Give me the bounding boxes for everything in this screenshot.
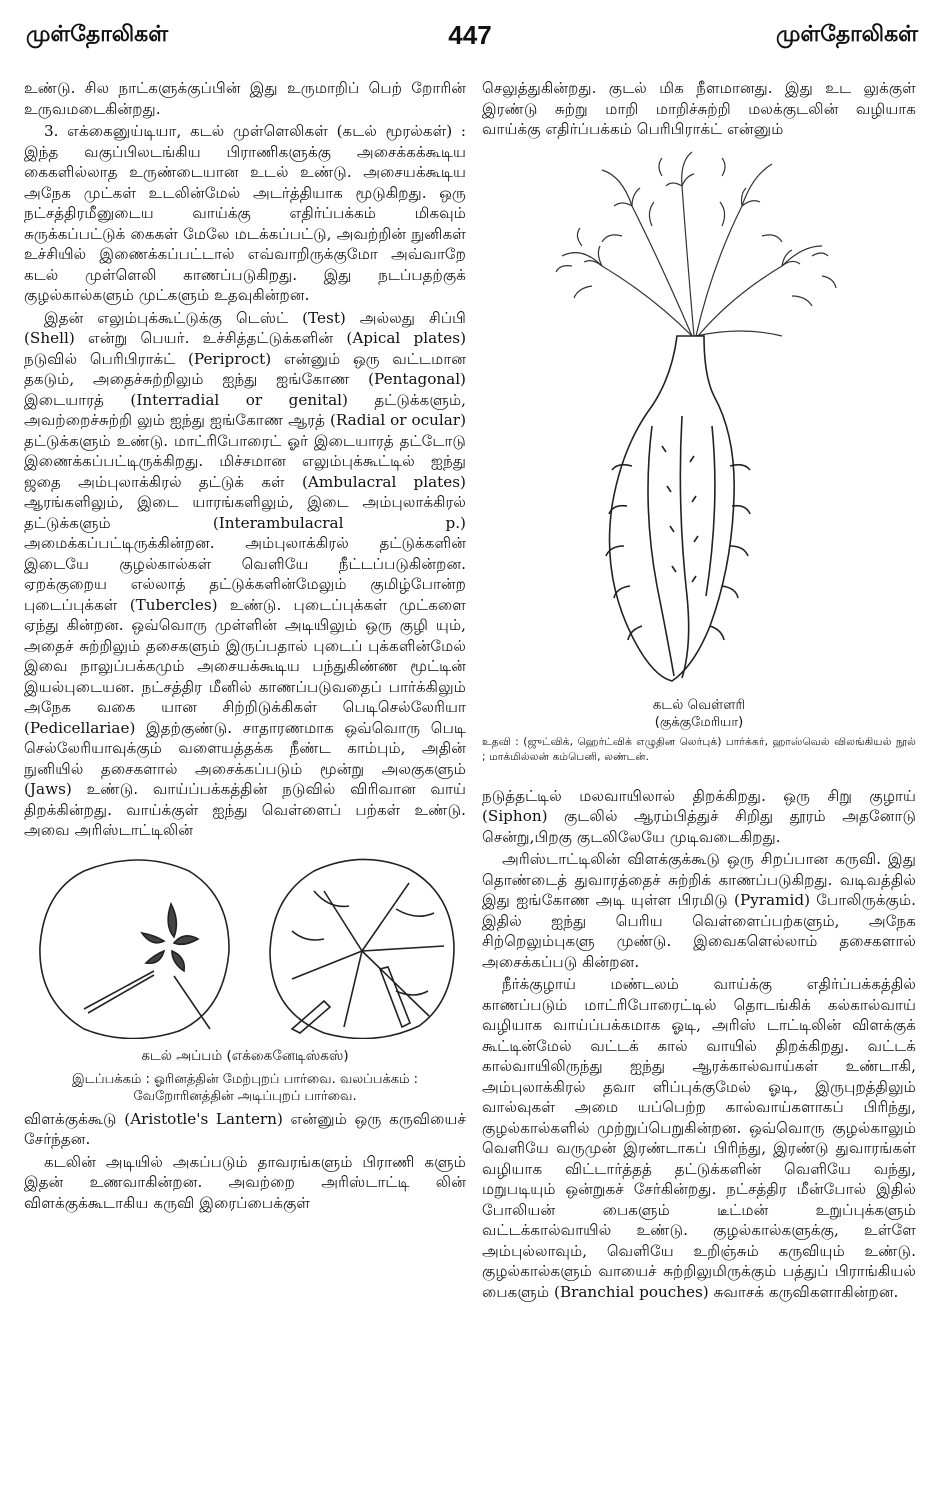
sea-cucumber-body	[606, 336, 750, 681]
left-paragraph-after-2: கடலின் அடியில் அகப்படும் தாவரங்களும் பிராணி களும் இதன் உணவாகின்றன. அவற்றை அரிஸ்டாட்டி லின் விளக்குக்கூடாகிய கருவி இரைப்பைக்குள்	[24, 1152, 466, 1212]
left-paragraph-3: இதன் எலும்புக்கூட்டுக்கு டெஸ்ட் (Test) அல்லது சிப்பி (Shell) என்று பெயர். உச்சித்தட்டுக்களின் (Apical plates) நடுவில் பெரிபிராக்ட் (Periproct) என்னும் ஒரு வட்டமான தகடும், அதைச்சுற்றிலும் ஐந்து ஐங்கோண (Pentagonal) இடையாரத் (Interradial or genital) தட்டுக்களும், அவற்றைச்சுற்றி லும் ஐந்து ஐங்கோண ஆரத் (Radial or ocular) தட்டுக்களும் உண்டு. மாட்ரிபோரைட் ஓர் இடையாரத் தட்டோடு இணைக்கப்பட்டிருக்கிறது. மிச்சமான எலும்புக்கூட்டில் ஐந்து ஜதை அம்புலாக்கிரல் தட்டுக் கள் (Ambulacral plates) ஆரங்களிலும், இடை யாரங்களிலும், இடை அம்புலாக்கிரல் தட்டுக்களும் (Interambulacral p.) அமைக்கப்பட்டிருக்கின்றன. அம்புலாக்கிரல் தட்டுக்களின் இடையே குழல்கால்கள் வெளியே நீட்டப்படுகின்றன. ஏறக்குறைய எல்லாத் தட்டுக்களின்மேலும் குமிழ்போன்ற புடைப்புக்கள் (Tubercles) உண்டு. புடைப்புக்கள் முட்களை ஏந்து கின்றன. ஒவ்வொரு முள்ளின் அடியிலும் ஒரு குழி யும், அதைச் சுற்றிலும் தசைகளும் இருப்பதால் புடைப் புக்களின்மேல் இவை நாலுப்பக்கமும் அசையக்கூடிய பந்துகிண்ண மூட்டின் இயல்புடையன. நட்சத்திர மீனில் காணப்படுவதைப் பார்க்கிலும் அநேக வகை யான சிற்றிடுக்கிகள் பெடிசெல்லேரியா (Pedicellariae) இதற்குண்டு. சாதாரணமாக ஒவ்வொரு பெடி செல்லேரியாவுக்கும் வளையத்தக்க நீண்ட காம்பும், அதின் நுனியில் தசைகளால் அசைக்கப்படும் மூன்று அலகுகளும் (Jaws) உண்டு. வாய்ப்பக்கத்தின் நடுவில் விரிவான வாய் திறக்கின்றது. வாய்க்குள் ஐந்து வெள்ளைப் பற்கள் உண்டு. அவை அரிஸ்டாட்டிலின்	[24, 308, 466, 839]
sea-cucumber-caption: கடல் வெள்ளரி	[652, 696, 746, 713]
sea-cucumber-tentacles	[556, 152, 836, 336]
sea-cucumber-figure	[482, 146, 916, 776]
left-paragraph-1: உண்டு. சில நாட்களுக்குப்பின் இது உருமாறிப் பெற் றோரின் உருவமடைகின்றது.	[24, 79, 466, 118]
left-column	[24, 78, 466, 1215]
page-number: 447	[448, 20, 492, 50]
sea-cucumber-sub-caption: (குக்குமேரியா)	[654, 714, 744, 730]
sea-cucumber-credit: உதவி : (ஜுட்விக், ஹெர்ட்விக் எழுதின லெர்புக்) பார்க்கர், ஹாஸ்வெல் விலங்கியல் நூல் ; மாக்மில்லன் கம்பெனி, லண்டன்.	[482, 735, 916, 763]
running-head-right: முள்தோலிகள்	[775, 22, 918, 47]
running-head-left: முள்தோலிகள்	[26, 22, 169, 47]
sea-cucumber-illustration	[482, 146, 916, 686]
right-column	[482, 78, 916, 1304]
sand-dollar-top-view	[40, 860, 229, 1039]
right-paragraph-after-3: நீர்க்குழாய் மண்டலம் வாய்க்கு எதிர்ப்பக்கத்தில் காணப்படும் மாட்ரிபோரைட்டில் தொடங்கிக் கல்கால்வாய் வழியாக வாய்ப்பக்கமாக ஓடி, அரிஸ் டாட்டிலின் விளக்குக் கூட்டின்மேல் வட்டக் கால் வாயில் திறக்கிறது. வட்டக் கால்வாயிலிருந்து ஐந்து ஆரக்கால்வாய்கள் உண்டாகி, அம்புலாக்கிரல் தவா ளிப்புக்குமேல் ஓடி, இருபுறத்திலும் வால்வுகள் அமை யப்பெற்ற கால்வாய்களாகப் பிரிந்து, குழல்கால்களில் முற்றுப்பெறுகின்றன. ஒவ்வொரு குழல்காலும் வெளியே வருமுன் இரண்டாகப் பிரிந்து, இரண்டு துவாரங்கள் வழியாக விட்டார்த்தத் தட்டுக்களின் வெளியே வந்து, மறுபடியும் ஒன்றுகச் சேர்கின்றது. நட்சத்திர மீன்போல் இதில் போலியன் பைகளும் டீட்மன் உறுப்புக்களும் வட்டக்கால்வாயில் உண்டு. குழல்கால்களுக்கு, உள்ளே அம்புல்லாவும், வெளியே உறிஞ்சும் கருவியும் உண்டு. குழல்கால்களும் வாயைச் சுற்றிலுமிருக்கும் பத்துப் பிராங்கியல் பைகளும் (Branchial pouches) சுவாசக் கருவிகளாகின்றன.	[482, 975, 916, 1301]
left-paragraph-after-1: விளக்குக்கூடு (Aristotle's Lantern) என்னும் ஒரு கருவியைச் சேர்ந்தன.	[24, 1109, 466, 1148]
right-paragraph-after-1: நடுத்தட்டில் மலவாயிலால் திறக்கிறது. ஒரு சிறு குழாய் (Siphon) குடலில் ஆரம்பித்துச் சிறிது தூரம் அதனோடு சென்று,பிறகு குடலிலேயே முடிவடைகிறது.	[482, 786, 916, 846]
sand-dollar-sub-caption: இடப்பக்கம் : ஓரினத்தின் மேற்புறப் பார்வை. வலப்பக்கம் : வேறோரினத்தின் அடிப்புறப் பார்வை.	[71, 1071, 419, 1104]
right-paragraph-after-2: அரிஸ்டாட்டிலின் விளக்குக்கூடு ஒரு சிறப்பான கருவி. இது தொண்டைத் துவாரத்தைச் சுற்றிக் காணப்படுகிறது. வடிவத்தில் இது ஐங்கோண அடி யுள்ள பிரமிடு (Pyramid) போலிருக்கும். இதில் ஐந்து பெரிய வெள்ளைப்பற்களும், அநேக சிற்றெலும்புகளு முண்டு. இவைகளெல்லாம் தசைகளால் அசைக்கப்படு கின்றன.	[482, 850, 916, 971]
sand-dollar-illustration	[24, 851, 466, 1039]
sand-dollar-figure	[24, 851, 466, 1104]
left-paragraph-2: 3. எக்கைனுய்டியா, கடல் முள்ளெலிகள் (கடல் மூரல்கள்) : இந்த வகுப்பிலடங்கிய பிராணிகளுக்கு அசைக்கக்கூடிய கைகளில்லாத உருண்டையான உடல் உண்டு. அசையக்கூடிய அநேக முட்கள் உடலின்மேல் அடர்த்தியாக மூடுகிறது. ஒரு நட்சத்திரமீனுடைய வாய்க்கு எதிர்ப்பக்கம் மிகவும் சுருக்கப்பட்டுக் கைகள் மேலே மடக்கப்பட்டு, அவற்றின் நுனிகள் உச்சியில் இணைக்கப்பட்டால் எவ்வாறிருக்குமோ அவ்வாறே கடல் முள்ளெலி காணப்படுகிறது. இது நடப்பதற்குக் குழல்கால்களும் முட்களும் உதவுகின்றன.	[24, 122, 466, 304]
right-paragraph-1: செலுத்துகின்றது. குடல் மிக நீளமானது. இது உட லுக்குள் இரண்டு சுற்று மாறி மாறிச்சுற்றி மலக்குடலின் வழியாக வாய்க்கு எதிர்ப்பக்கம் பெரிபிராக்ட் என்னும்	[482, 79, 916, 138]
sand-dollar-under-view	[270, 859, 454, 1038]
sand-dollar-caption: கடல் அப்பம் (எக்கைனேடிஸ்கஸ்)	[141, 1047, 349, 1064]
